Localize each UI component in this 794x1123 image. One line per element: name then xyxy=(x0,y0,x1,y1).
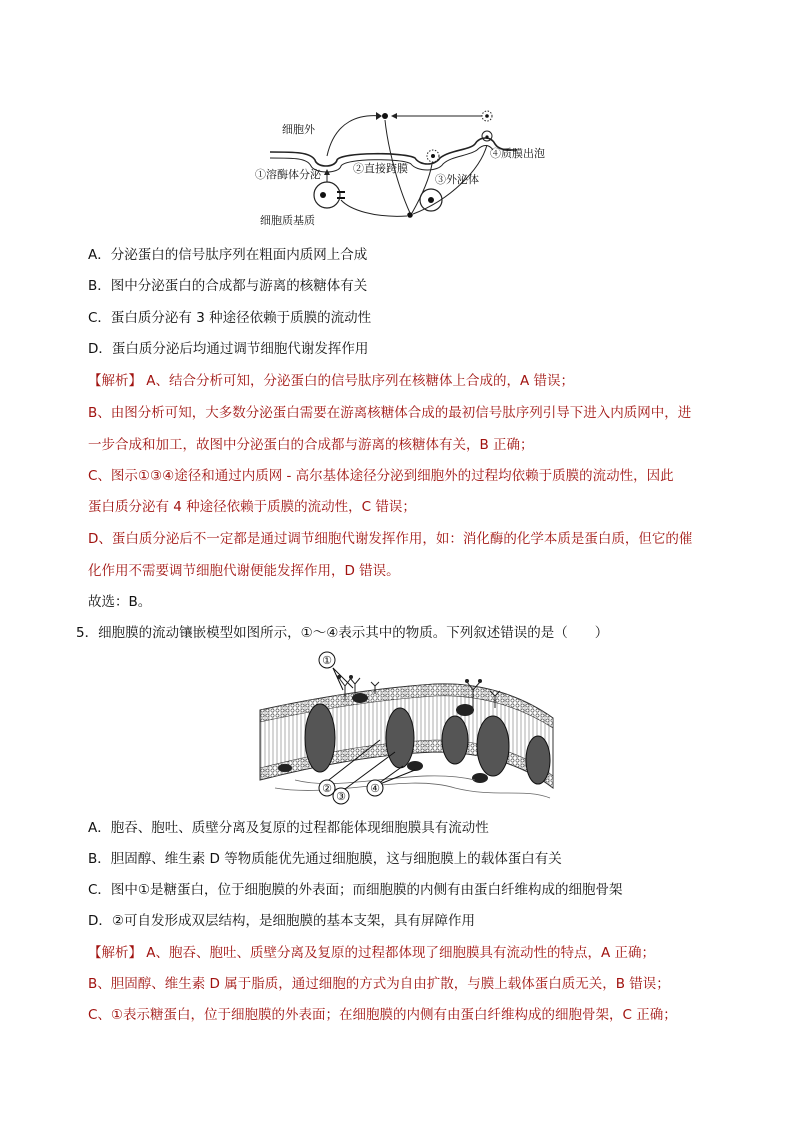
q5-analysis-line-1: 【解析】 A、胞吞、胞吐、质壁分离及复原的过程都体现了细胞膜具有流动性的特点，A 正确； xyxy=(88,945,656,961)
q4-option-a: A．分泌蛋白的信号肽序列在粗面内质网上合成 xyxy=(88,247,368,263)
q4-analysis-line-1: 【解析】 A、结合分析可知，分泌蛋白的信号肽序列在核糖体上合成的，A 错误； xyxy=(88,373,575,389)
analysis-tag: 【解析】 xyxy=(88,945,142,961)
q4-analysis-line-3: 一步合成和加工，故图中分泌蛋白的合成都与游离的核糖体有关，B 正确； xyxy=(88,437,534,453)
fluid-mosaic-membrane-diagram xyxy=(255,648,555,806)
label-extracellular: 细胞外 xyxy=(282,123,315,136)
q5-analysis-line-3: C、①表示糖蛋白，位于细胞膜的外表面；在细胞膜的内侧有由蛋白纤维构成的细胞骨架，C 正确； xyxy=(88,1007,677,1023)
q4-option-b: B．图中分泌蛋白的合成都与游离的核糖体有关 xyxy=(88,278,368,294)
membrane-label-1: ① xyxy=(322,654,332,667)
q4-analysis-line-6: D、蛋白质分泌后不一定都是通过调节细胞代谢发挥作用，如：消化酶的化学本质是蛋白质，但它的催 xyxy=(88,531,693,547)
q5-option-c: C．图中①是糖蛋白，位于细胞膜的外表面；而细胞膜的内侧有由蛋白纤维构成的细胞骨架 xyxy=(88,882,623,898)
q4-answer: 故选：B。 xyxy=(88,594,152,610)
q4-option-c: C．蛋白质分泌有 3 种途径依赖于质膜的流动性 xyxy=(88,310,372,326)
q4-analysis-line-7: 化作用不需要调节细胞代谢便能发挥作用，D 错误。 xyxy=(88,563,400,579)
membrane-label-3: ③ xyxy=(336,790,346,803)
membrane-label-4: ④ xyxy=(370,782,380,795)
q4-analysis-line-2: B、由图分析可知，大多数分泌蛋白需要在游离核糖体合成的最初信号肽序列引导下进入内质网中，进 xyxy=(88,405,692,421)
q4-option-d: D．蛋白质分泌后均通过调节细胞代谢发挥作用 xyxy=(88,341,369,357)
label-route-4: ④质膜出泡 xyxy=(490,147,545,160)
q5-option-b: B．胆固醇、维生素 D 等物质能优先通过细胞膜，这与细胞膜上的载体蛋白有关 xyxy=(88,851,562,867)
q5-stem: 5．细胞膜的流动镶嵌模型如图所示，①～④表示其中的物质。下列叙述错误的是（ ） xyxy=(76,625,609,641)
q5-option-a: A．胞吞、胞吐、质壁分离及复原的过程都能体现细胞膜具有流动性 xyxy=(88,820,489,836)
q5-option-d: D．②可自发形成双层结构，是细胞膜的基本支架，具有屏障作用 xyxy=(88,913,475,929)
q5-analysis-line-2: B、胆固醇、维生素 D 属于脂质，通过细胞的方式为自由扩散，与膜上载体蛋白质无关，B 错误； xyxy=(88,976,670,992)
label-route-2: ②直接跨膜 xyxy=(353,162,408,175)
q4-analysis-line-5: 蛋白质分泌有 4 种途径依赖于质膜的流动性，C 错误； xyxy=(88,499,416,515)
label-route-1: ①溶酶体分泌 xyxy=(255,168,321,181)
membrane-label-2: ② xyxy=(322,782,332,795)
label-route-3: ③外泌体 xyxy=(435,173,479,186)
analysis-tag: 【解析】 xyxy=(88,373,142,389)
q4-analysis-line-4: C、图示①③④途径和通过内质网 - 高尔基体途径分泌到细胞外的过程均依赖于质膜的流动性，因此 xyxy=(88,468,674,484)
secretion-pathway-diagram xyxy=(255,100,555,235)
label-cytoplasm: 细胞质基质 xyxy=(260,214,315,227)
